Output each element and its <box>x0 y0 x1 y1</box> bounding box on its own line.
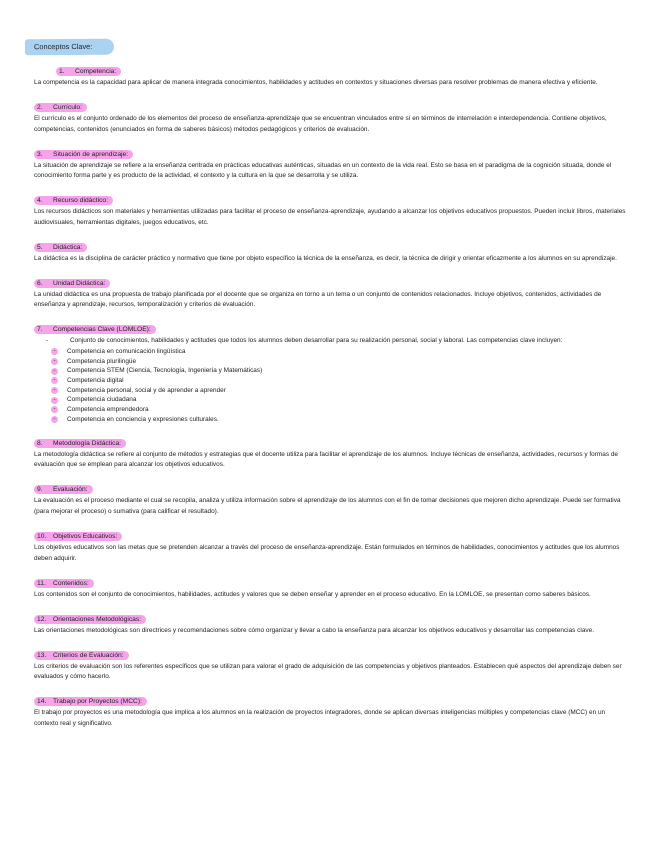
section-heading <box>34 579 94 588</box>
list-item <box>51 376 626 386</box>
bullet-marker: - <box>51 416 58 423</box>
section-criterios-evaluacion <box>34 644 626 683</box>
bullet-marker: - <box>51 358 58 365</box>
section-competencias-clave <box>34 318 626 424</box>
list-item-text: Competencia emprendedora <box>67 406 149 414</box>
section-title: Criterios de Evaluación: <box>53 651 124 659</box>
section-title: Contenidos: <box>53 579 89 587</box>
section-number: 4. <box>37 197 43 205</box>
section-text: Los contenidos son el conjunto de conocimientos, habilidades, actitudes y valores que se deben enseñar y aprender en el proceso educativo. En la LOMLOE, se presentan como saberes básicos. <box>34 590 591 598</box>
section-heading <box>34 279 110 288</box>
list-item <box>51 405 626 415</box>
list-item <box>51 415 626 425</box>
section-number: 2. <box>37 103 43 111</box>
bullet-marker: - <box>51 348 58 355</box>
section-text: La didáctica es la disciplina de carácter práctico y normativo que tiene por objeto específico la técnica de la enseñanza, es decir, la técnica de dirigir y orientar eficazmente a los alumnos en su aprendizaje. <box>34 254 617 262</box>
section-contenidos <box>34 572 626 601</box>
section-title: Unidad Didáctica: <box>53 279 106 287</box>
section-heading <box>34 697 147 706</box>
list-item <box>51 347 626 357</box>
section-number: 7. <box>37 326 43 334</box>
section-text: La evaluación es el proceso mediante el cual se recopila, analiza y utiliza información sobre el aprendizaje de los alumnos con el fin de tomar decisiones que mejoren dicho aprendizaje. Puede ser formativa (para mejorar el proceso) o sumativa (para calificar el resultado). <box>34 497 621 516</box>
section-text: Los criterios de evaluación son los referentes específicos que se utilizan para valorar el grado de adquisición de las competencias y objetivos planteados. Establecen qué aspectos del aprendizaje deben ser evaluados y cómo hacerlo. <box>34 662 622 681</box>
list-item-text: Competencia en conciencia y expresiones culturales. <box>67 415 219 423</box>
section-heading <box>34 532 122 541</box>
section-number: 14. <box>37 698 47 706</box>
bullet-marker: - <box>51 387 58 394</box>
section-heading <box>34 439 126 448</box>
page-title: Conceptos Clave: <box>25 39 114 56</box>
section-title: Evaluación: <box>53 486 88 494</box>
section-unidad-didactica <box>34 272 626 311</box>
list-item-text: Competencia plurilingüe <box>67 357 137 365</box>
section-title: Trabajo por Proyectos (MCC): <box>53 698 142 706</box>
list-item-text: Competencia personal, social y de aprender a aprender <box>67 386 226 394</box>
section-objetivos-educativos <box>34 525 626 564</box>
section-title: Competencia: <box>75 68 117 75</box>
section-heading <box>34 325 156 334</box>
section-number: 5. <box>37 243 43 251</box>
list-item-text: Competencia ciudadana <box>67 396 137 404</box>
section-heading <box>34 485 93 494</box>
bullet-marker: - <box>51 397 58 404</box>
dash-marker: - <box>46 337 49 345</box>
list-item-text: Competencia en comunicación lingüística <box>67 347 186 355</box>
section-text: Los recursos didácticos son materiales y herramientas utilizadas para facilitar el proceso de enseñanza-aprendizaje, ayudando a alcanzar los objetivos educativos propuestos. Pueden incluir libros, materiales audiovisuales, herramientas digitales, juegos educativos, etc. <box>34 208 626 226</box>
section-situacion-aprendizaje <box>34 143 626 182</box>
section-text: La situación de aprendizaje se refiere a la enseñanza centrada en prácticas educativas auténticas, situadas en un contexto de la vida real. Esto se basa en el paradigma de la cognición situada, donde el conocimiento forma parte y es producto de la actividad, el contexto y la cultura en la que se desarrolla y se utiliza. <box>34 161 612 180</box>
section-title: Recurso didáctico: <box>53 197 109 205</box>
section-text: Las orientaciones metodológicas son directrices y recomendaciones sobre cómo organizar y llevar a cabo la enseñanza para alcanzar los objetivos educativos y desarrollar las competencias clave. <box>34 626 594 634</box>
competencias-intro <box>34 336 626 347</box>
bullet-marker: - <box>51 377 58 384</box>
section-heading <box>34 150 133 159</box>
bullet-marker: - <box>51 406 58 413</box>
section-heading <box>34 103 87 112</box>
section-heading <box>34 196 113 205</box>
section-text: La unidad didáctica es una propuesta de trabajo planificada por el docente que se organiza en torno a un tema o un conjunto de contenidos relacionados. Incluye objetivos, contenidos, actividades de enseñanza y aprendizaje, recursos, temporalización y criterios de evaluación. <box>34 290 602 309</box>
section-evaluacion <box>34 478 626 517</box>
section-number: 9. <box>37 486 43 494</box>
section-text: El currículo es el conjunto ordenado de los elementos del proceso de enseñanza-aprendizaje que se encuentran vinculados entre sí en términos de interrelación e interdependencia. Contiene objetivos, competencias, contenidos (enunciados en forma de saberes básicos) métodos pedagógicos y criterios de evaluación. <box>34 114 607 133</box>
list-item-text: Competencia digital <box>67 376 124 384</box>
section-title: Currículo: <box>53 103 82 111</box>
section-number: 11. <box>37 579 46 587</box>
section-metodologia-didactica <box>34 432 626 471</box>
list-item <box>51 395 626 405</box>
bullet-marker: - <box>51 368 58 375</box>
section-heading <box>34 243 87 252</box>
section-number: 12. <box>37 615 47 623</box>
section-text: El trabajo por proyectos es una metodología que implica a los alumnos en la realización de proyectos integradores, donde se aplican diversas inteligencias múltiples y competencias clave (MCC) en un contexto real y significativo. <box>34 709 606 727</box>
section-heading <box>34 615 146 624</box>
competencias-list <box>34 347 626 425</box>
section-title: Competencias Clave (LOMLOE): <box>53 326 151 334</box>
section-text: La metodología didáctica se refiere al conjunto de métodos y estrategias que el docente utiliza para facilitar el aprendizaje de los alumnos. Incluye técnicas de enseñanza, actividades, recursos y formas de evaluación que se emplean para alcanzar los objetivos educativos. <box>34 450 619 469</box>
section-number: 8. <box>37 439 43 447</box>
section-recurso-didactico <box>34 189 626 228</box>
section-title: Orientaciones Metodológicas: <box>53 615 142 623</box>
section-trabajo-proyectos <box>34 690 626 729</box>
section-number: 10. <box>37 533 47 541</box>
section-heading <box>56 67 121 76</box>
section-orientaciones-metodologicas <box>34 608 626 637</box>
section-number: 1. <box>59 68 65 75</box>
section-title: Situación de aprendizaje: <box>53 150 129 158</box>
list-item <box>51 386 626 396</box>
section-number: 13. <box>37 651 47 659</box>
document-body <box>34 60 626 737</box>
section-text: La competencia es la capacidad para aplicar de manera integrada conocimientos, habilidades y actitudes en contextos y situaciones diversas para resolver problemas de manera efectiva y eficiente. <box>34 79 598 86</box>
section-heading <box>34 651 129 660</box>
section-competencia <box>34 60 626 89</box>
section-didactica <box>34 236 626 265</box>
list-item-text: Competencia STEM (Ciencia, Tecnología, Ingeniería y Matemáticas) <box>67 367 263 375</box>
competencias-intro-text: Conjunto de conocimientos, habilidades y actitudes que todos los alumnos deben desarrollar para su realización personal, social y laboral. Las competencias clave incluyen: <box>70 337 563 345</box>
title-highlight <box>25 36 114 55</box>
section-title: Objetivos Educativos: <box>53 533 118 541</box>
section-title: Didáctica: <box>53 243 83 251</box>
section-number: 3. <box>37 150 43 158</box>
section-title: Metodología Didáctica: <box>53 439 122 447</box>
section-text: Los objetivos educativos son las metas que se pretenden alcanzar a través del proceso de enseñanza-aprendizaje. Están formulados en términos de habilidades, conocimientos y actitudes que los alumnos deben adquirir. <box>34 544 620 562</box>
section-curriculo <box>34 96 626 135</box>
section-number: 6. <box>37 279 43 287</box>
list-item <box>51 366 626 376</box>
list-item <box>51 357 626 367</box>
